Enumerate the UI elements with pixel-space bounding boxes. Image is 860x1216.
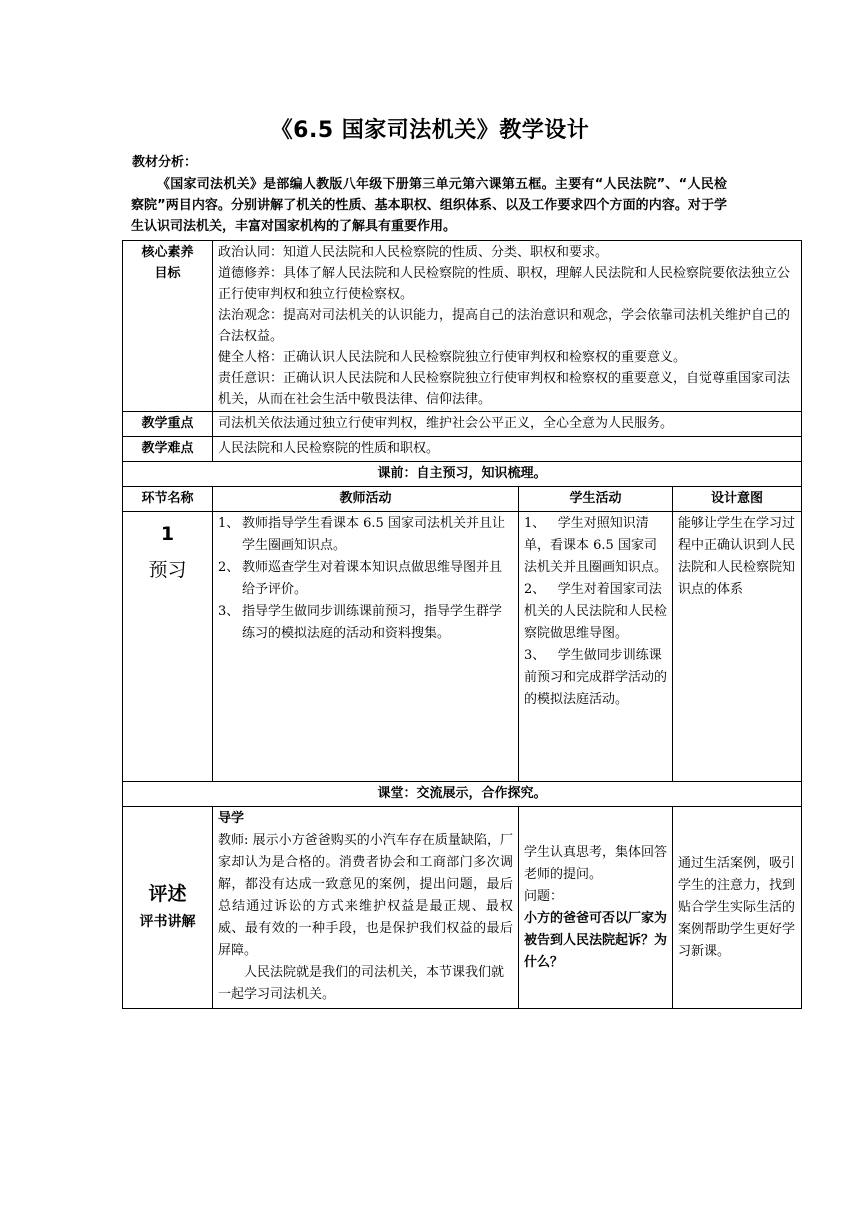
section-row-1 — [123, 462, 802, 487]
core-item: 法治观念：提高对司法机关的认识能力，提高自己的法治意识和观念，学会依靠司法机关维护自己的合法权益。 — [218, 308, 791, 344]
analysis-text: 《国家司法机关》是部编人教版八年级下册第三单元第六课第五框。主要有“人民法院”、“人民检察院”两目内容。分别讲解了机关的性质、基本职权、组织体系、以及工作要求四个方面的内容。对于学生认识司法机关，丰富对国家机构的了解具有重要作用。 — [131, 177, 727, 234]
core-item: 健全人格：正确认识人民法院和人民检察院独立行使审判权和检察权的重要意义。 — [218, 350, 687, 365]
list-item: 1、 学生对照知识清单，看课本 6.5 国家司法机关并且圈画知识点。 — [524, 516, 668, 575]
core-row — [123, 241, 802, 412]
teacher-paragraph: 教师: 展示小方爸爸购买的小汽车存在质量缺陷，厂家却认为是合格的。消费者协会和工商部门多次调解，都没有达成一致意见的案例，提出问题，最后总结通过诉讼的方式来维护权益是最正规、最权威、最有效的一种手段，也是保护我们权益的最后屏障。 — [218, 833, 513, 958]
teacher-activity-list — [218, 513, 513, 645]
stage-name: 评述 — [148, 882, 187, 905]
stage-name: 预习 — [148, 559, 187, 581]
student-paragraph: 学生认真思考，集体回答老师的提问。 — [524, 844, 668, 882]
core-label-cell — [123, 241, 213, 412]
core-content-cell — [213, 241, 802, 412]
core-item: 政治认同：知道人民法院和人民检察院的性质、分类、职权和要求。 — [218, 245, 609, 260]
section-title-1: 课前：自主预习，知识梳理。 — [123, 462, 802, 487]
section-row-2 — [123, 782, 802, 807]
list-item: 3、 指导学生做同步训练课前预习，指导学生群学练习的模拟法庭的活动和资料搜集。 — [218, 604, 503, 641]
key-point-label: 教学重点 — [123, 412, 213, 437]
stage-name-cell-1 — [123, 512, 213, 782]
stage-subname: 评书讲解 — [139, 913, 196, 930]
difficult-point-label: 教学难点 — [123, 437, 213, 462]
section-title-2: 课堂：交流展示，合作探究。 — [123, 782, 802, 807]
key-point-row — [123, 412, 802, 437]
teacher-activity-cell-1 — [213, 512, 519, 782]
core-item: 道德修养：具体了解人民法院和人民检察院的性质、职权，理解人民法院和人民检察院要依法独立公正行使审判权和独立行使检察权。 — [218, 266, 791, 302]
core-label-1: 核心素养 — [141, 245, 194, 260]
core-item: 责任意识：正确认识人民法院和人民检察院独立行使审判权和检察权的重要意义，自觉尊重国家司法机关，从而在社会生活中敬畏法律、信仰法律。 — [218, 371, 791, 407]
stage-row-2 — [123, 807, 802, 1009]
stage-row-1 — [123, 512, 802, 782]
analysis-label: 教材分析： — [132, 155, 198, 170]
stage-number: 1 — [160, 523, 175, 545]
list-item: 2、 教师巡查学生对着课本知识点做思维导图并且给予评价。 — [218, 560, 503, 597]
stage-name-cell-2 — [123, 807, 213, 1009]
teacher-activity-cell-2 — [213, 807, 519, 1009]
student-activity-cell-2 — [519, 807, 673, 1009]
question-label: 问题： — [524, 888, 564, 904]
difficult-point-text: 人民法院和人民检察院的性质和职权。 — [213, 437, 802, 462]
student-activity-cell-1 — [519, 512, 673, 782]
difficult-point-row — [123, 437, 802, 462]
list-item: 3、 学生做同步训练课前预习和完成群学活动的的模拟法庭活动。 — [524, 648, 668, 707]
column-header: 教师活动 — [213, 487, 519, 512]
list-item: 1、 教师指导学生看课本 6.5 国家司法机关并且让学生圈画知识点。 — [218, 516, 505, 553]
teacher-paragraph: 人民法院就是我们的司法机关，本节课我们就一起学习司法机关。 — [218, 965, 505, 1002]
question-text: 小方的爸爸可否以厂家为被告到人民法院起诉？为什么？ — [524, 910, 668, 970]
page-title: 《6.5 国家司法机关》教学设计 — [270, 118, 590, 143]
column-header: 环节名称 — [123, 487, 213, 512]
teacher-guide-heading: 导学 — [218, 811, 245, 826]
design-intent-cell-2: 通过生活案例，吸引学生的注意力，找到贴合学生实际生活的案例帮助学生更好学习新课。 — [673, 807, 802, 1009]
column-header: 设计意图 — [673, 487, 802, 512]
column-header: 学生活动 — [519, 487, 673, 512]
design-intent-cell-1: 能够让学生在学习过程中正确认识到人民法院和人民检察院知识点的体系 — [673, 512, 802, 782]
list-item: 2、 学生对着国家司法机关的人民法院和人民检察院做思维导图。 — [524, 582, 668, 641]
core-label-2: 目标 — [154, 266, 181, 281]
lesson-table — [122, 240, 802, 1009]
key-point-text: 司法机关依法通过独立行使审判权，维护社会公平正义，全心全意为人民服务。 — [213, 412, 802, 437]
column-header-row — [123, 487, 802, 512]
